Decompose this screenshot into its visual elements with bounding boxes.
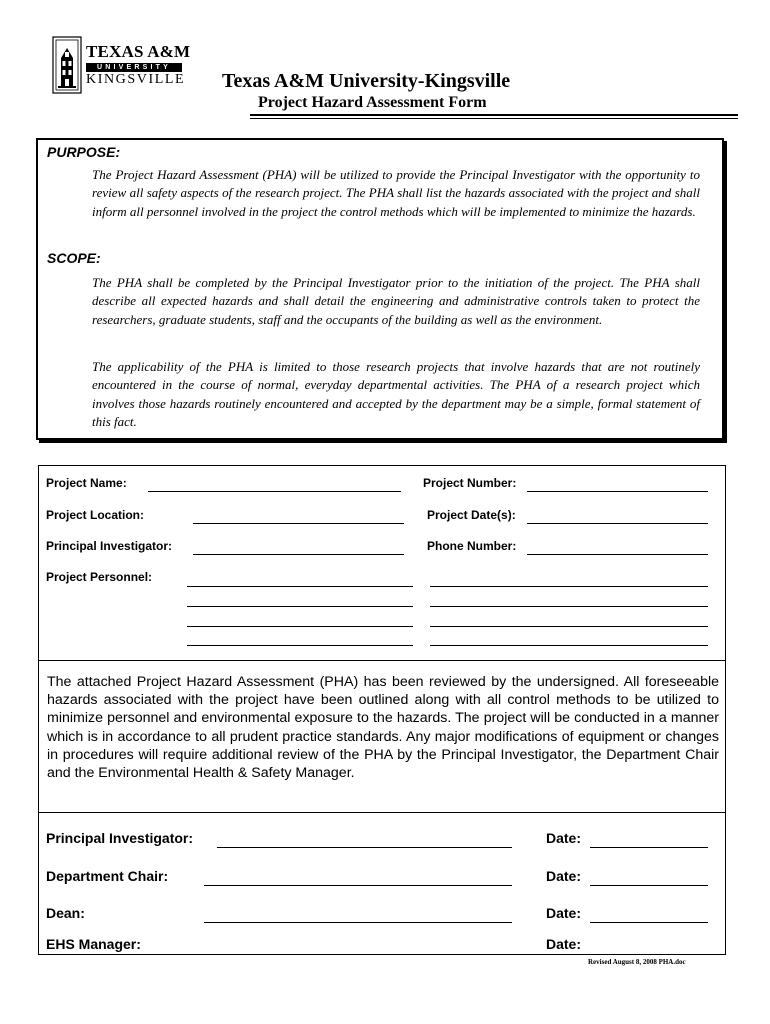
purpose-text: The Project Hazard Assessment (PHA) will be utilized to provide the Principal Investigator with the opportunity to review all safety aspects of the research project. The PHA shall list the hazards associated with the project and shall inform all personnel involved in the project the control methods which will be implemented to minimize the hazards. (92, 167, 700, 219)
personnel-field-8[interactable] (430, 645, 708, 646)
chair-date-field[interactable] (590, 885, 708, 886)
form-divider-bottom (39, 812, 725, 813)
logo-text-texas-am: TEXAS A&M (86, 42, 191, 61)
dean-signature-field[interactable] (204, 922, 512, 923)
ehs-signature-label: EHS Manager: (46, 936, 141, 952)
scope-text-1: The PHA shall be completed by the Principal Investigator prior to the initiation of the project. The PHA shall describe all expected hazards and shall detail the engineering and administrative controls taken to protect the researchers, graduate students, staff and the occupants of the building as well as the environment. (92, 275, 700, 327)
personnel-field-7[interactable] (187, 645, 413, 646)
document-title: Texas A&M University-Kingsville (222, 70, 511, 92)
pi-date-label: Date: (546, 830, 582, 846)
chair-date-label: Date: (546, 868, 582, 884)
scope-text-2: The applicability of the PHA is limited to those research projects that involve hazards that are not routinely encountered in the course of normal, everyday departmental activities. The PHA of a research project which involves those hazards routinely encountered and accepted by the department may be a simple, formal statement of this fact. (92, 359, 700, 430)
personnel-field-2[interactable] (430, 586, 708, 587)
personnel-field-6[interactable] (430, 626, 708, 627)
document-subtitle: Project Hazard Assessment Form (258, 94, 487, 111)
revision-note: Revised August 8, 2008 PHA.doc (588, 958, 686, 966)
principal-investigator-label: Principal Investigator: (46, 539, 173, 553)
principal-investigator-field[interactable] (193, 554, 404, 555)
phone-number-label: Phone Number: (427, 539, 517, 553)
phone-number-field[interactable] (527, 554, 708, 555)
project-dates-label: Project Date(s): (427, 508, 516, 522)
title-rule-thin (250, 118, 738, 119)
scope-heading: SCOPE: (47, 250, 101, 266)
title-rule-thick (250, 114, 738, 116)
project-location-label: Project Location: (46, 508, 145, 522)
pi-date-field[interactable] (590, 847, 708, 848)
project-dates-field[interactable] (527, 523, 708, 524)
chair-signature-field[interactable] (204, 885, 512, 886)
logo-text-kingsville: KINGSVILLE (86, 72, 186, 87)
pi-signature-field[interactable] (217, 847, 512, 848)
dean-date-field[interactable] (590, 922, 708, 923)
project-name-field[interactable] (148, 491, 401, 492)
project-name-label: Project Name: (46, 476, 127, 490)
project-number-field[interactable] (527, 491, 708, 492)
university-logo (52, 36, 191, 94)
purpose-scope-box (36, 138, 724, 440)
project-form (38, 465, 726, 955)
logo-text-university: UNIVERSITY (86, 63, 182, 72)
dean-date-label: Date: (546, 905, 582, 921)
project-number-label: Project Number: (423, 476, 517, 490)
project-location-field[interactable] (193, 523, 404, 524)
pi-signature-label: Principal Investigator: (46, 830, 194, 846)
review-statement: The attached Project Hazard Assessment (PHA) has been reviewed by the undersigned. All foreseeable hazards associated with the project have been outlined along with all control methods to be utilized to minimize personnel and environmental exposure to the hazards. The project will be conducted in a manner which is in accordance to all prudent practice standards. Any major modifications of equipment or changes in procedures will require additional review of the PHA by the Principal Investigator, the Department Chair and the Environmental Health & Safety Manager. (47, 674, 719, 782)
form-divider-top (39, 660, 725, 661)
purpose-heading: PURPOSE: (47, 144, 121, 160)
personnel-field-5[interactable] (187, 626, 413, 627)
dean-signature-label: Dean: (46, 905, 85, 921)
personnel-field-1[interactable] (187, 586, 413, 587)
project-personnel-label: Project Personnel: (46, 570, 153, 584)
chair-signature-label: Department Chair: (46, 868, 169, 884)
personnel-field-4[interactable] (430, 606, 708, 607)
personnel-field-3[interactable] (187, 606, 413, 607)
tower-seal-icon (52, 36, 82, 94)
ehs-date-label: Date: (546, 936, 582, 952)
